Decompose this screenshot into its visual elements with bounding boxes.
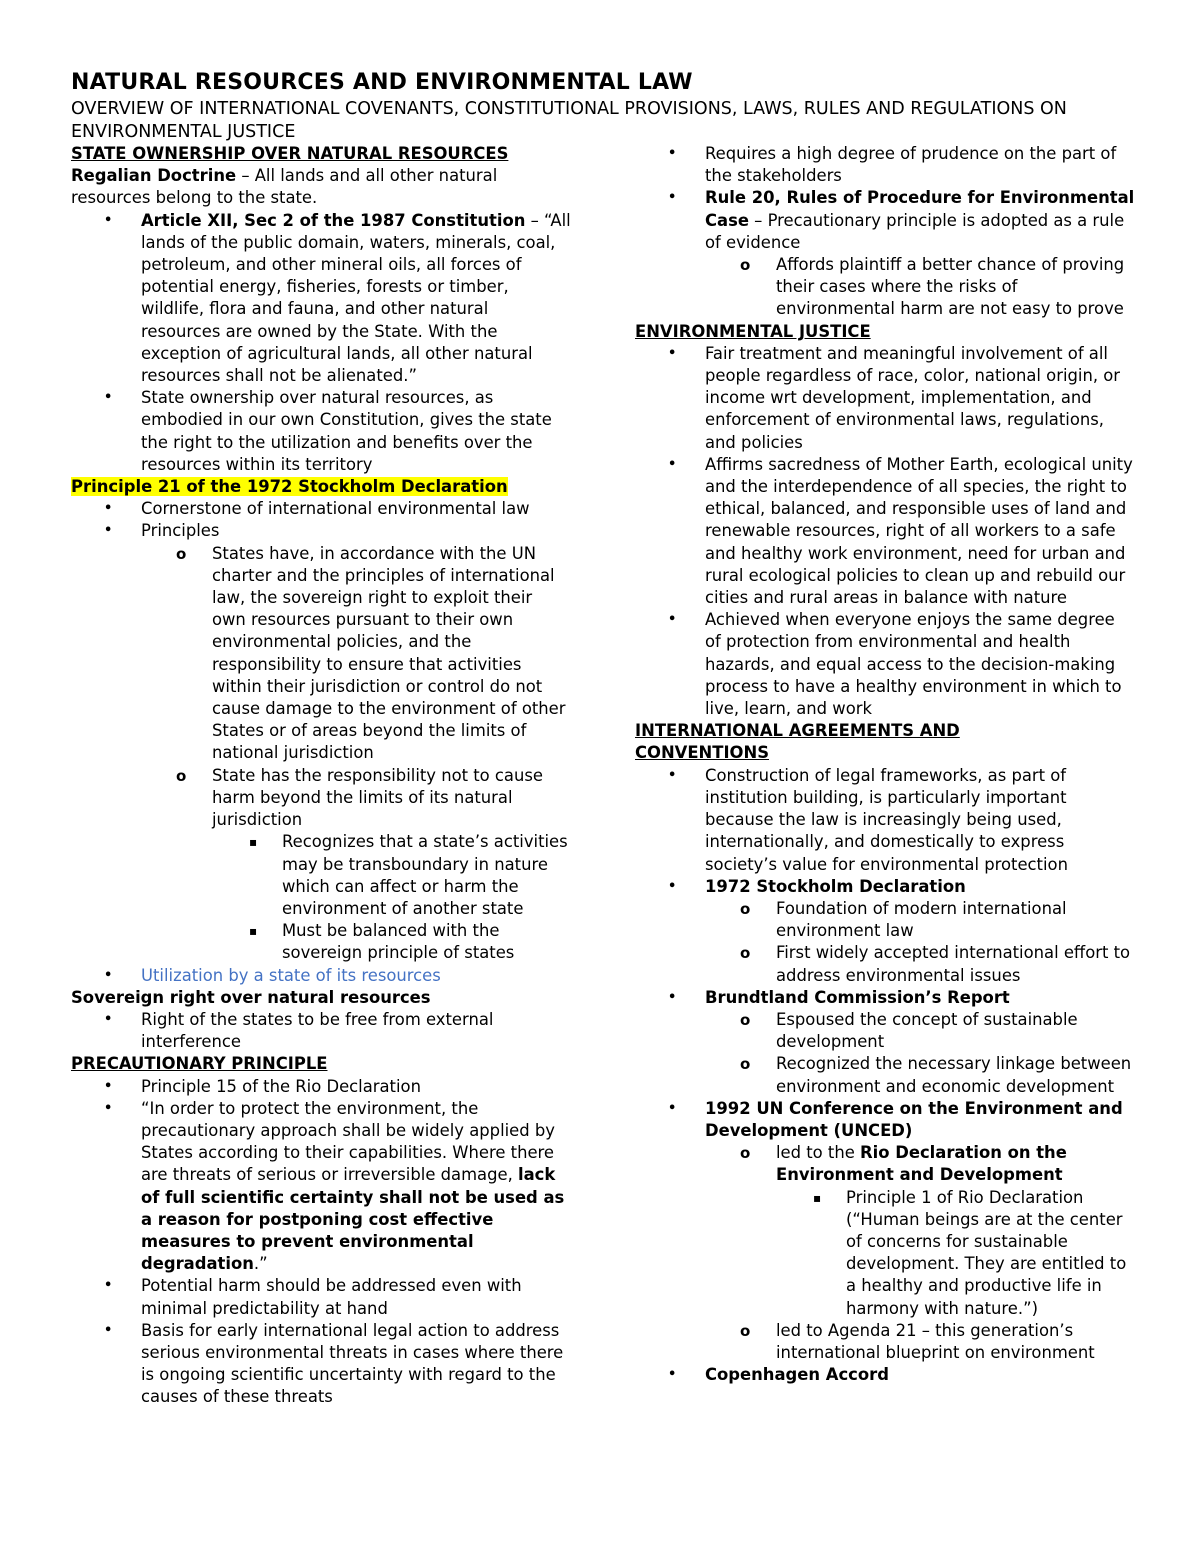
section-heading-international-agreements: INTERNATIONAL AGREEMENTS AND CONVENTIONS (635, 721, 960, 763)
quote-bold: lack of full scientific certainty shall not be used as a reason for postponing cost effective measures to prevent environmental degradation (141, 1165, 565, 1274)
list-item (71, 1076, 571, 1098)
sub-list-item (635, 1009, 1135, 1053)
bullet-icon: • (668, 146, 677, 161)
section-heading-principle-21 (71, 476, 571, 498)
sub-sub-list-item-text: Principle 1 of Rio Declaration (“Human beings are at the center of concerns for sustainable development. They are entitled to a healthy and productive life in harmony with nature.”) (846, 1187, 1127, 1318)
list-item (71, 520, 571, 542)
list-item-text: Requires a high degree of prudence on the part of the stakeholders (705, 144, 1117, 186)
sub-list-item-text: Foundation of modern international environment law (776, 898, 1067, 941)
section-heading-environmental-justice: ENVIRONMENTAL JUSTICE (635, 321, 871, 341)
text-rule-20: – Precautionary principle is adopted as a rule of evidence (705, 210, 1125, 252)
term-unced: 1992 UN Conference on the Environment and Development (UNCED) (705, 1098, 1123, 1140)
sub-list-item (71, 543, 571, 765)
circle-bullet-icon: o (740, 256, 751, 275)
document-title: NATURAL RESOURCES AND ENVIRONMENTAL LAW (71, 70, 693, 95)
sub-list-item (635, 254, 1135, 321)
list-item-text: Construction of legal frameworks, as part of institution building, is particularly important because the law is increasingly being used, internationally, and domestically to express society’s value for environmental protection (705, 765, 1068, 874)
paragraph-regalian-doctrine (71, 165, 571, 209)
term-rio-declaration: Rio Declaration on the Environment and Development (776, 1143, 1067, 1185)
sub-list-item-text: Affords plaintiff a better chance of proving their cases where the risks of environmental harm are not easy to prove (776, 255, 1125, 319)
bullet-icon: • (668, 190, 677, 206)
section-heading-sovereign-right (71, 987, 571, 1009)
highlighted-heading: Principle 21 of the 1972 Stockholm Declaration (71, 477, 508, 497)
bullet-icon: • (104, 212, 113, 228)
list-item (635, 454, 1135, 609)
sub-list-item (635, 1320, 1135, 1364)
circle-bullet-icon: o (740, 1144, 751, 1163)
list-item (635, 1098, 1135, 1142)
bullet-icon: • (104, 1100, 113, 1116)
sub-list-item (635, 1053, 1135, 1097)
list-item (635, 987, 1135, 1009)
term-article-xii: Article XII, Sec 2 of the 1987 Constitution (141, 210, 526, 230)
circle-bullet-icon: o (740, 1321, 751, 1340)
sub-list-item (635, 898, 1135, 942)
bullet-icon: • (104, 1078, 113, 1094)
list-item-text: Potential harm should be addressed even with minimal predictability at hand (141, 1276, 522, 1318)
sub-list-item-text: Espoused the concept of sustainable development (776, 1009, 1078, 1052)
term-stockholm: 1972 Stockholm Declaration (705, 876, 966, 896)
term-regalian-doctrine: Regalian Doctrine (71, 166, 237, 186)
bullet-icon: • (104, 1011, 113, 1027)
list-item-text: Right of the states to be free from external interference (141, 1009, 494, 1052)
bullet-icon: • (668, 345, 677, 361)
list-item-text: Principle 15 of the Rio Declaration (141, 1076, 421, 1096)
list-item (71, 498, 571, 520)
sub-list-item-text: led to the (776, 1143, 861, 1163)
sub-sub-list-item (71, 831, 571, 920)
square-bullet-icon: ▪ (249, 835, 258, 850)
term-rule-20: Rule 20, Rules of Procedure for Environmental Case (705, 188, 1135, 230)
left-column (71, 143, 571, 1409)
sub-list-item (71, 765, 571, 832)
circle-bullet-icon: o (740, 899, 751, 918)
sub-list-item-text: Recognized the necessary linkage between environment and economic development (776, 1054, 1132, 1096)
list-item (635, 1364, 1135, 1386)
list-item (635, 143, 1135, 187)
list-item-text: Basis for early international legal action to address serious environmental threats in cases where there is ongoing scientific uncertainty with regard to the causes of these threats (141, 1320, 564, 1407)
sub-list-item (635, 942, 1135, 986)
list-item-text: Affirms sacredness of Mother Earth, ecological unity and the interdependence of all species, the right to ethical, balanced, and responsible uses of land and renewable resources, right of all workers to a safe and healthy work environment, need for urban and rural ecological policies to clean up and rebuild our cities and rural areas in balance with nature (705, 454, 1133, 608)
list-item (71, 210, 571, 388)
sub-sub-list-item (635, 1187, 1135, 1320)
list-item (71, 965, 571, 987)
bullet-icon: • (668, 767, 677, 783)
bullet-icon: • (668, 989, 677, 1005)
list-item (635, 876, 1135, 898)
bullet-icon: • (104, 967, 113, 983)
list-item-text: State ownership over natural resources, as embodied in our own Constitution, gives the state the right to the utilization and benefits over the resources within its territory (141, 388, 552, 474)
section-heading-precautionary: PRECAUTIONARY PRINCIPLE (71, 1054, 328, 1074)
bullet-icon: • (668, 878, 677, 894)
quote-end: .” (253, 1254, 268, 1274)
square-bullet-icon: ▪ (249, 924, 258, 939)
sub-list-item-text: led to Agenda 21 – this generation’s international blueprint on environment (776, 1320, 1095, 1362)
list-item (71, 1275, 571, 1319)
list-item (635, 765, 1135, 876)
link-utilization[interactable]: Utilization by a state of its resources (141, 965, 441, 985)
circle-bullet-icon: o (176, 766, 187, 785)
bullet-icon: • (668, 456, 677, 472)
bullet-icon: • (668, 1367, 677, 1383)
list-item (71, 1009, 571, 1053)
square-bullet-icon: ▪ (813, 1190, 822, 1205)
circle-bullet-icon: o (740, 1055, 751, 1074)
term-copenhagen: Copenhagen Accord (705, 1365, 889, 1385)
sub-sub-list-item-text: Recognizes that a state’s activities may be transboundary in nature which can affect or harm the environment of another state (282, 832, 568, 918)
bullet-icon: • (104, 1278, 113, 1294)
sub-list-item-text: State has the responsibility not to cause harm beyond the limits of its natural jurisdiction (212, 765, 543, 830)
list-item (635, 609, 1135, 720)
bullet-icon: • (104, 1322, 113, 1338)
circle-bullet-icon: o (176, 544, 187, 563)
list-item-text: Principles (141, 521, 220, 541)
list-item-text: Fair treatment and meaningful involvement of all people regardless of race, color, national origin, or income wrt development, implementation, and enforcement of environmental laws, regulations, and policies (705, 343, 1121, 452)
right-column (635, 143, 1135, 1386)
sub-sub-list-item-text: Must be balanced with the sovereign principle of states (282, 921, 515, 963)
bullet-icon: • (668, 1100, 677, 1116)
sub-list-item-text: States have, in accordance with the UN charter and the principles of international law, the sovereign right to exploit their own resources pursuant to their own environmental policies, and the responsibility to ensure that activities within their jurisdiction or control do not cause damage to the environment of other States or of areas beyond the limits of national jurisdiction (212, 543, 566, 763)
list-item (71, 1098, 571, 1276)
term-brundtland: Brundtland Commission’s Report (705, 987, 1010, 1007)
circle-bullet-icon: o (740, 1010, 751, 1029)
bullet-icon: • (104, 523, 113, 539)
list-item (71, 1320, 571, 1409)
list-item (635, 343, 1135, 454)
sub-list-item-text: First widely accepted international effort to address environmental issues (776, 943, 1131, 985)
section-heading-state-ownership: STATE OWNERSHIP OVER NATURAL RESOURCES (71, 144, 509, 163)
list-item-text: Achieved when everyone enjoys the same degree of protection from environmental and health hazards, and equal access to the decision-making process to have a healthy environment in which to live, learn, and work (705, 610, 1122, 719)
list-item (71, 387, 571, 476)
sub-sub-list-item (71, 920, 571, 964)
circle-bullet-icon: o (740, 944, 751, 963)
document-subtitle: OVERVIEW OF INTERNATIONAL COVENANTS, CONSTITUTIONAL PROVISIONS, LAWS, RULES AND REGULATIONS ON ENVIRONMENTAL JUSTICE (71, 99, 1067, 142)
bullet-icon: • (668, 612, 677, 628)
heading-text: Sovereign right over natural resources (71, 987, 431, 1007)
quote-start: “In order to protect the environment, the precautionary approach shall be widely applied by States according to their capabilities. Where there are threats of serious or irreversible damage, (141, 1098, 555, 1185)
sub-list-item (635, 1142, 1135, 1186)
bullet-icon: • (104, 501, 113, 517)
text-article-xii: – “All lands of the public domain, waters, minerals, coal, petroleum, and other mineral oils, all forces of potential energy, fisheries, forests or timber, wildlife, flora and fauna, and other natural resources are owned by the State. With the exception of agricultural lands, all other natural resources shall not be alienated.” (141, 210, 571, 386)
list-item-text: Cornerstone of international environmental law (141, 499, 530, 519)
bullet-icon: • (104, 390, 113, 406)
list-item (635, 187, 1135, 254)
text-regalian-doctrine: – All lands and all other natural resources belong to the state. (71, 166, 498, 208)
